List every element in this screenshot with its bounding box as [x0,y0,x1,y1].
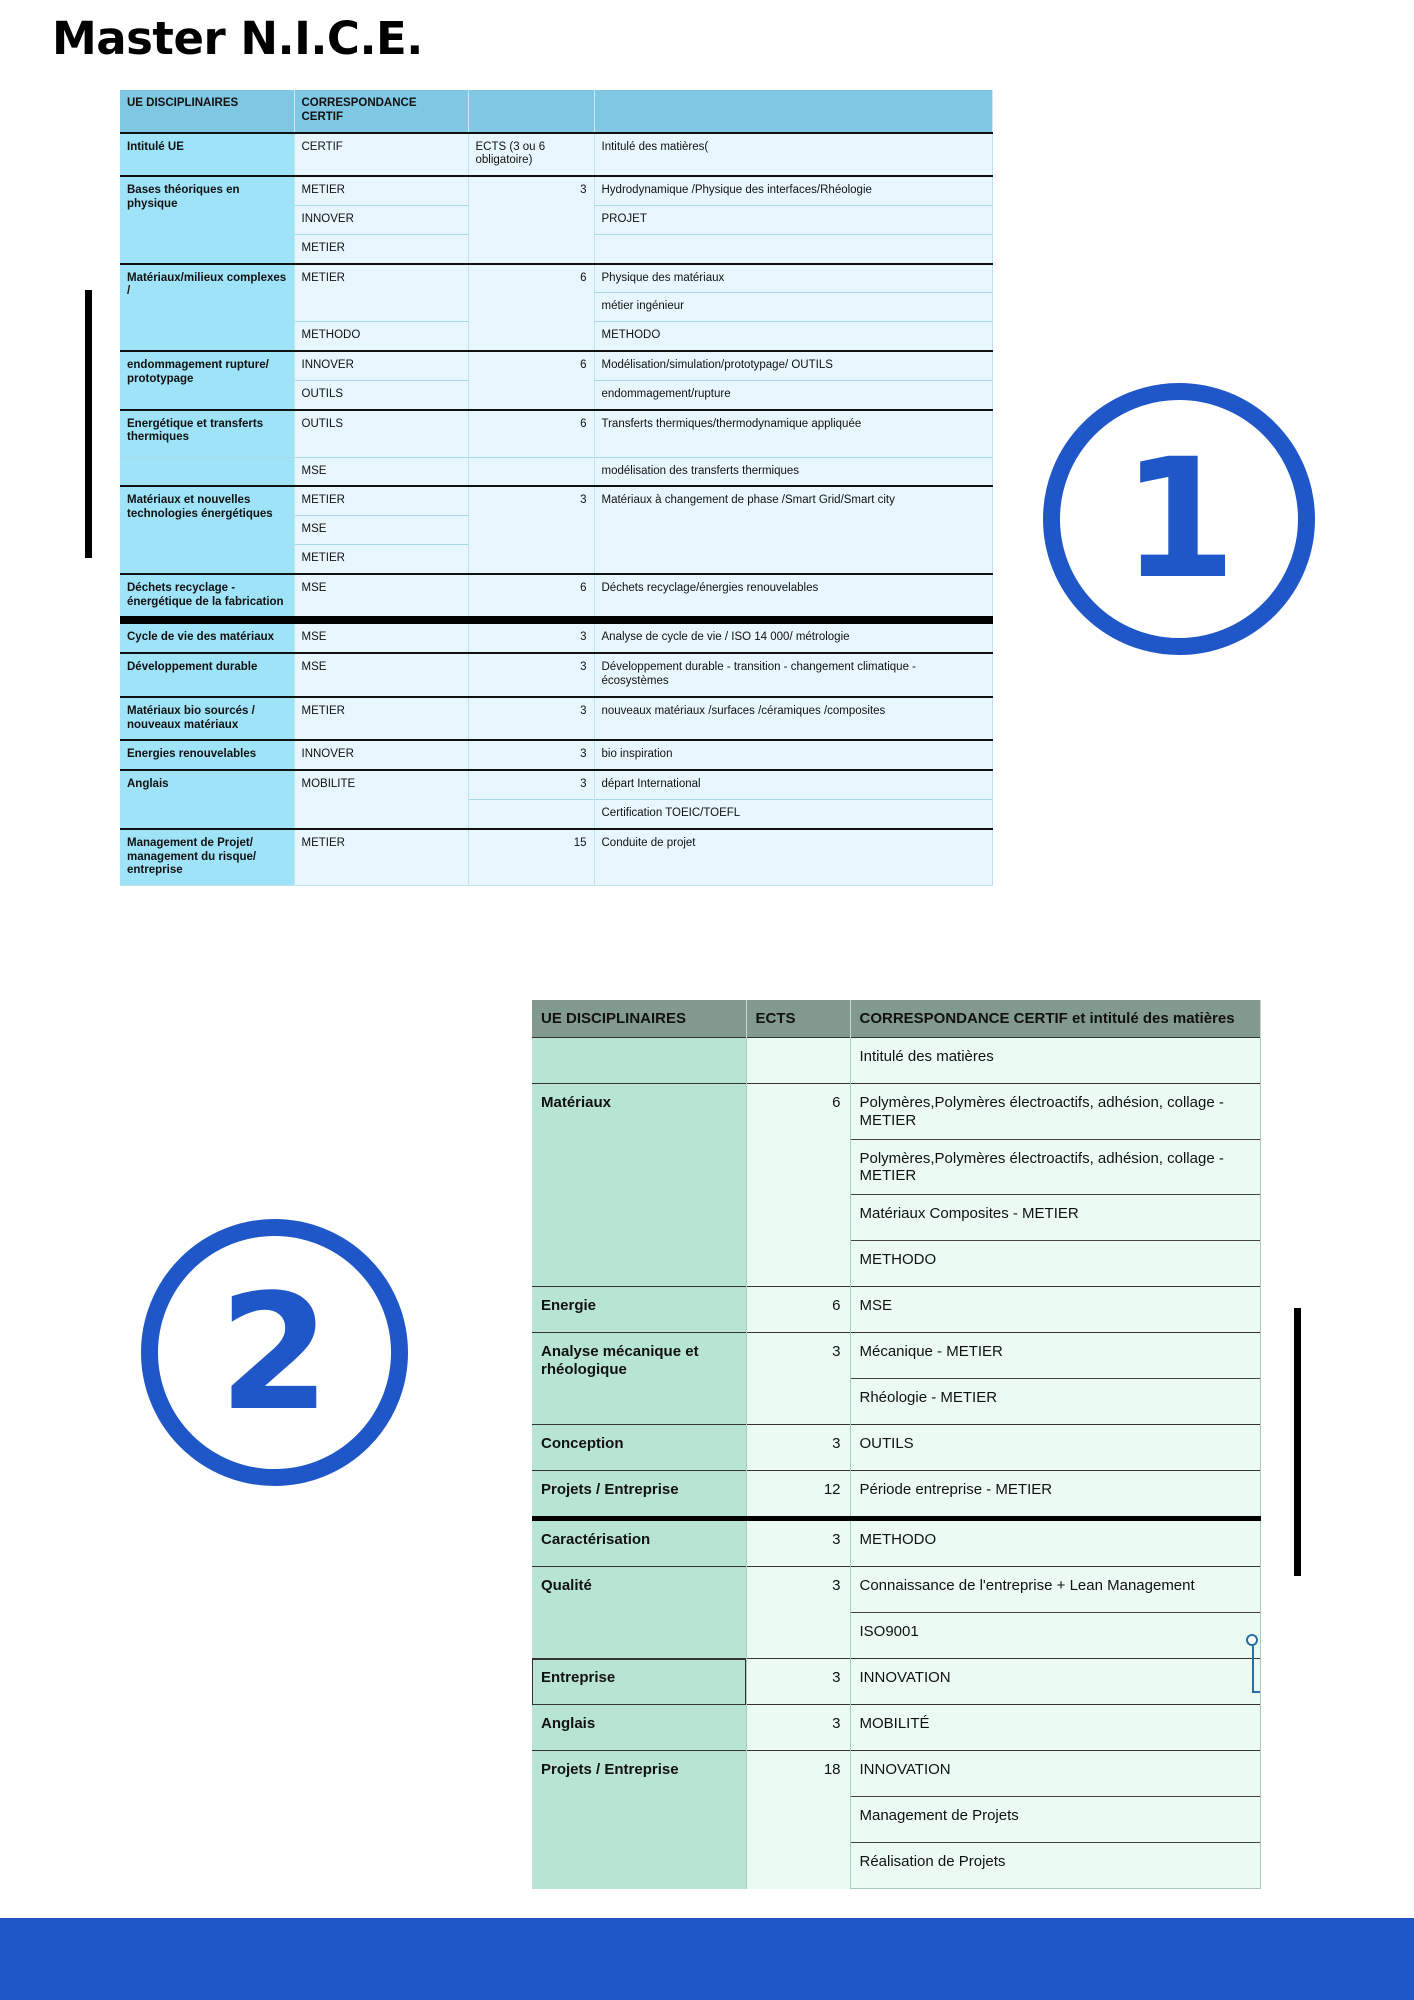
ects-cell: 3 [468,653,594,697]
matiere-cell: Matériaux à changement de phase /Smart Grid/Smart city [594,486,992,573]
matiere-cell: métier ingénieur [594,293,992,322]
table-row [120,740,992,770]
matiere-cell: METHODO [850,1519,1260,1567]
matiere-cell: MSE [850,1287,1260,1333]
vertical-rule-left [85,290,92,558]
table-row [120,176,992,205]
ue-cell [120,457,294,486]
badge-two [141,1219,408,1486]
certif-cell: METIER [294,544,468,573]
matiere-cell: endommagement/rupture [594,380,992,409]
matiere-cell: METHODO [850,1241,1260,1287]
table-header-row [532,1000,1260,1038]
table-row [120,770,992,799]
certif-cell: MSE [294,516,468,545]
certif-cell: INNOVER [294,351,468,380]
header-ects [468,90,594,133]
ects-cell: 6 [468,410,594,458]
ects-cell: 12 [746,1471,850,1519]
table-row [532,1287,1260,1333]
ects-cell: 6 [468,574,594,621]
ects-cell [746,1038,850,1084]
certif-cell: METIER [294,697,468,741]
matiere-cell: Hydrodynamique /Physique des interfaces/Rhéologie [594,176,992,205]
certif-cell: METIER [294,176,468,205]
header-ue: UE DISCIPLINAIRES [532,1000,746,1038]
ects-cell: 15 [468,829,594,886]
matiere-cell: Conduite de projet [594,829,992,886]
table-row [120,620,992,653]
ects-cell: 3 [746,1333,850,1425]
matiere-cell: Polymères,Polymères électroactifs, adhésion, collage - METIER [850,1139,1260,1195]
table-row [532,1425,1260,1471]
header-matieres: CORRESPONDANCE CERTIF et intitulé des matières [850,1000,1260,1038]
header-ects: ECTS [746,1000,850,1038]
table-row [120,410,992,458]
table-row [532,1705,1260,1751]
matiere-cell: Intitulé des matières( [594,133,992,177]
ue-cell: Energie [532,1287,746,1333]
matiere-cell: départ International [594,770,992,799]
ects-cell: 3 [468,697,594,741]
table-row [120,697,992,741]
matiere-cell: INNOVATION [850,1751,1260,1797]
ects-cell: 3 [746,1425,850,1471]
table-row [532,1084,1260,1140]
table-row [120,574,992,621]
ue-cell: Entreprise [532,1659,746,1705]
certif-cell: MOBILITE [294,770,468,829]
matiere-cell: modélisation des transferts thermiques [594,457,992,486]
ue-cell: Anglais [532,1705,746,1751]
ects-cell: 3 [468,176,594,263]
ue-cell: Qualité [532,1567,746,1659]
matiere-cell: INNOVATION [850,1659,1260,1705]
certif-cell: MSE [294,457,468,486]
text-cursor [1252,1646,1254,1693]
vertical-rule-right [1294,1308,1301,1576]
ue-cell: Déchets recyclage - énergétique de la fabrication [120,574,294,621]
matiere-cell: Analyse de cycle de vie / ISO 14 000/ métrologie [594,620,992,653]
matiere-cell: Modélisation/simulation/prototypage/ OUTILS [594,351,992,380]
table-header-row [120,90,992,133]
ue-cell: Développement durable [120,653,294,697]
certif-cell: INNOVER [294,740,468,770]
certif-cell: MSE [294,620,468,653]
table-row [120,351,992,380]
ue-cell: Intitulé UE [120,133,294,177]
ects-cell: 3 [468,486,594,573]
ects-cell: 3 [746,1519,850,1567]
ue-cell: Matériaux bio sourcés / nouveaux matériaux [120,697,294,741]
table-row [532,1038,1260,1084]
matiere-cell: MOBILITÉ [850,1705,1260,1751]
ue-cell: endommagement rupture/ prototypage [120,351,294,410]
matiere-cell: Transferts thermiques/thermodynamique appliquée [594,410,992,458]
table-row [532,1519,1260,1567]
table-row [120,486,992,515]
matiere-cell: Physique des matériaux [594,264,992,293]
ects-cell: 3 [468,740,594,770]
table-row [532,1567,1260,1613]
ects-cell: 6 [746,1084,850,1287]
ue-cell: Cycle de vie des matériaux [120,620,294,653]
matiere-cell: ISO9001 [850,1613,1260,1659]
ects-cell: 3 [746,1567,850,1659]
matiere-cell: Réalisation de Projets [850,1843,1260,1889]
certif-cell: MSE [294,574,468,621]
header-matieres [594,90,992,133]
ects-cell: 3 [746,1659,850,1705]
matiere-cell: Rhéologie - METIER [850,1379,1260,1425]
table-row [532,1751,1260,1797]
badge-two-number: 2 [218,1259,331,1446]
table-row [120,133,992,177]
matiere-cell: Période entreprise - METIER [850,1471,1260,1519]
ue-cell: Matériaux/milieux complexes / [120,264,294,351]
table-row [532,1471,1260,1519]
matiere-cell: Polymères,Polymères électroactifs, adhésion, collage - METIER [850,1084,1260,1140]
ects-cell: 6 [746,1287,850,1333]
matiere-cell: Intitulé des matières [850,1038,1260,1084]
ue-cell: Projets / Entreprise [532,1751,746,1889]
ects-cell [468,799,594,828]
certif-cell: METIER [294,829,468,886]
ects-cell: 18 [746,1751,850,1889]
table-row [532,1333,1260,1379]
ue-cell: Caractérisation [532,1519,746,1567]
ects-cell: 6 [468,264,594,351]
certif-cell: OUTILS [294,410,468,458]
ue-cell: Matériaux [532,1084,746,1287]
badge-one-number: 1 [1121,423,1237,615]
certif-cell: METIER [294,234,468,263]
matiere-cell: METHODO [594,322,992,351]
table-row [120,829,992,886]
ects-cell: 3 [746,1705,850,1751]
matiere-cell: PROJET [594,205,992,234]
matiere-cell: bio inspiration [594,740,992,770]
ue-cell: Anglais [120,770,294,829]
table-row [120,457,992,486]
ects-cell: ECTS (3 ou 6 obligatoire) [468,133,594,177]
ue-cell: Bases théoriques en physique [120,176,294,263]
matiere-cell: Mécanique - METIER [850,1333,1260,1379]
ue-cell: Energies renouvelables [120,740,294,770]
ue-cell: Management de Projet/ management du risque/ entreprise [120,829,294,886]
ue-cell: Analyse mécanique et rhéologique [532,1333,746,1425]
matiere-cell: Management de Projets [850,1797,1260,1843]
matiere-cell: Connaissance de l'entreprise + Lean Management [850,1567,1260,1613]
certif-cell: METHODO [294,322,468,351]
ects-cell [468,457,594,486]
text-cursor-foot [1252,1691,1260,1693]
matiere-cell: Développement durable - transition - changement climatique - écosystèmes [594,653,992,697]
table-row [120,653,992,697]
ects-cell: 3 [468,620,594,653]
badge-one [1043,383,1315,655]
certif-cell: METIER [294,264,468,322]
ue-table-1 [120,90,993,886]
ue-cell: Energétique et transferts thermiques [120,410,294,458]
certif-cell: CERTIF [294,133,468,177]
matiere-cell: Déchets recyclage/énergies renouvelables [594,574,992,621]
ects-cell: 3 [468,770,594,799]
selection-handle-icon[interactable] [1246,1634,1258,1646]
ue-cell: Projets / Entreprise [532,1471,746,1519]
ue-cell: Matériaux et nouvelles technologies énergétiques [120,486,294,573]
table-row [532,1659,1260,1705]
matiere-cell: OUTILS [850,1425,1260,1471]
ects-cell: 6 [468,351,594,410]
ue-cell [532,1038,746,1084]
ue-table-2 [532,1000,1261,1889]
certif-cell: INNOVER [294,205,468,234]
matiere-cell: nouveaux matériaux /surfaces /céramiques /composites [594,697,992,741]
matiere-cell [594,234,992,263]
header-ue: UE DISCIPLINAIRES [120,90,294,133]
certif-cell: METIER [294,486,468,515]
certif-cell: MSE [294,653,468,697]
matiere-cell: Certification TOEIC/TOEFL [594,799,992,828]
footer-band [0,1918,1414,2000]
matiere-cell: Matériaux Composites - METIER [850,1195,1260,1241]
certif-cell: OUTILS [294,380,468,409]
page-title: Master N.I.C.E. [52,12,423,65]
header-certif: CORRESPONDANCE CERTIF [294,90,468,133]
ue-cell: Conception [532,1425,746,1471]
table-row [120,264,992,293]
